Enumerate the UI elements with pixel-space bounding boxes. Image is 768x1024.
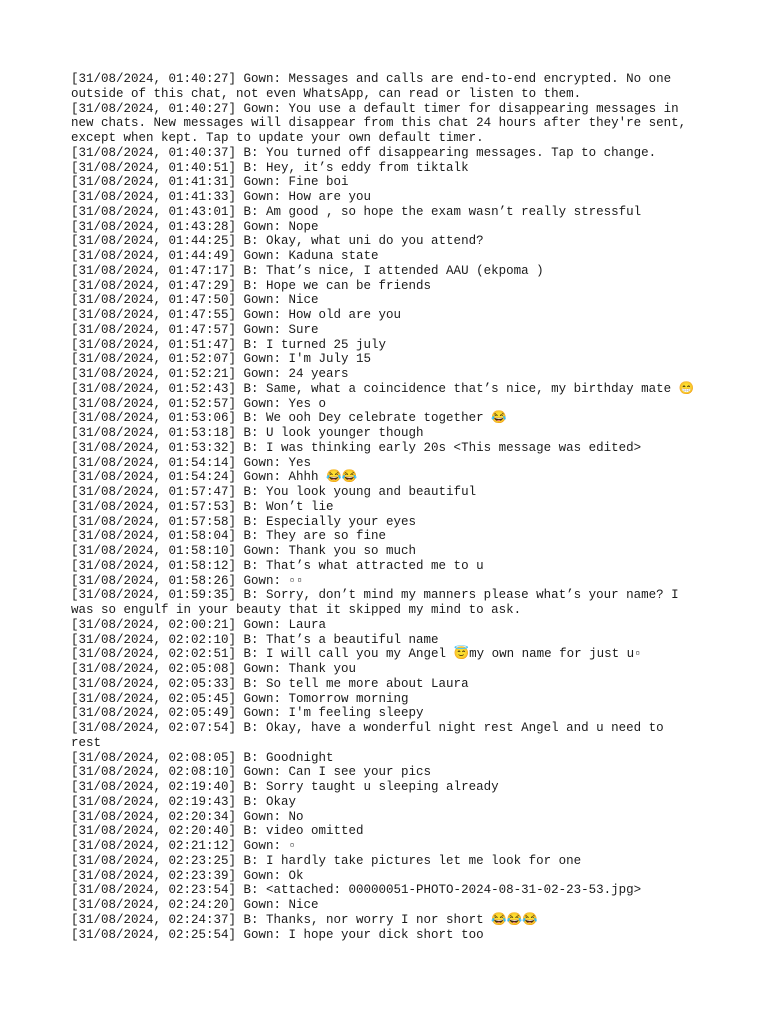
chat-message-line: [31/08/2024, 01:52:21] Gown: 24 years (71, 367, 349, 381)
chat-message-line: [31/08/2024, 01:43:01] B: Am good , so hope the exam wasn’t really stressful (71, 204, 642, 219)
chat-message-line: [31/08/2024, 01:40:51] B: Hey, it’s eddy from tiktalk (71, 160, 469, 175)
chat-message-line: [31/08/2024, 02:24:20] Gown: Nice (71, 898, 319, 912)
chat-message-line: [31/08/2024, 01:58:04] B: They are so fine (71, 529, 387, 544)
chat-message-line: [31/08/2024, 01:57:58] B: Especially your eyes (71, 514, 417, 529)
chat-message-line: [31/08/2024, 02:00:21] Gown: Laura (71, 617, 327, 632)
chat-transcript (71, 72, 699, 942)
chat-message-line: [31/08/2024, 02:24:37] B: Thanks, nor worry I nor short 😂😂😂 (71, 912, 538, 927)
chat-message-line: [31/08/2024, 02:07:54] B: Okay, have a wonderful night rest Angel and u need to rest (71, 721, 672, 750)
chat-message-line: [31/08/2024, 01:47:17] B: That’s nice, I attended AAU (ekpoma ) (71, 263, 544, 278)
chat-message-line: [31/08/2024, 01:57:47] B: You look young and beautiful (71, 485, 477, 499)
chat-message-line: [31/08/2024, 01:47:55] Gown: How old are you (71, 308, 402, 322)
chat-message-line: [31/08/2024, 01:51:47] B: I turned 25 july (71, 337, 387, 352)
chat-message-line: [31/08/2024, 01:52:43] B: Same, what a coincidence that’s nice, my birthday mate 😁 (71, 381, 695, 396)
chat-message-line: [31/08/2024, 01:47:57] Gown: Sure (71, 322, 319, 337)
chat-message-line: [31/08/2024, 02:19:43] B: Okay (71, 794, 297, 809)
chat-message-line: [31/08/2024, 02:21:12] Gown: ▫ (71, 839, 297, 853)
chat-message-line: [31/08/2024, 02:08:05] B: Goodnight (71, 750, 334, 765)
chat-message-line: [31/08/2024, 01:53:06] B: We ooh Dey celebrate together 😂 (71, 411, 507, 426)
chat-message-line: [31/08/2024, 01:47:50] Gown: Nice (71, 293, 319, 308)
chat-message-line: [31/08/2024, 01:53:32] B: I was thinking early 20s <This message was edited> (71, 440, 642, 455)
chat-message-line: [31/08/2024, 01:58:26] Gown: ▫▫ (71, 573, 304, 588)
chat-message-line: [31/08/2024, 02:23:54] B: <attached: 00000051-PHOTO-2024-08-31-02-23-53.jpg> (71, 883, 642, 898)
chat-message-line: [31/08/2024, 01:58:10] Gown: Thank you so much (71, 544, 417, 558)
chat-message-line: [31/08/2024, 01:57:53] B: Won’t lie (71, 499, 334, 514)
chat-message-line: [31/08/2024, 01:54:14] Gown: Yes (71, 455, 312, 470)
chat-message-line: [31/08/2024, 02:25:54] Gown: I hope your dick short too (71, 927, 484, 942)
chat-message-line: [31/08/2024, 01:40:27] Gown: You use a default timer for disappearing messages in new chats. New messages will disappear from this chat 24 hours after they're sent, except when kept. Tap to update your own default timer. (71, 101, 694, 145)
chat-message-line: [31/08/2024, 01:58:12] B: That’s what attracted me to u (71, 558, 484, 573)
chat-message-line: [31/08/2024, 02:05:49] Gown: I'm feeling sleepy (71, 706, 424, 721)
chat-message-line: [31/08/2024, 01:52:07] Gown: I'm July 15 (71, 352, 372, 367)
chat-message-line: [31/08/2024, 02:02:51] B: I will call you my Angel 😇my own name for just u▫ (71, 647, 642, 662)
chat-message-line: [31/08/2024, 02:19:40] B: Sorry taught u sleeping already (71, 780, 499, 794)
chat-message-line: [31/08/2024, 01:41:33] Gown: How are you (71, 190, 372, 204)
chat-message-line: [31/08/2024, 02:02:10] B: That’s a beautiful name (71, 632, 439, 647)
chat-message-line: [31/08/2024, 02:23:39] Gown: Ok (71, 868, 304, 883)
chat-message-line: [31/08/2024, 02:05:33] B: So tell me more about Laura (71, 676, 469, 691)
chat-message-line: [31/08/2024, 02:05:45] Gown: Tomorrow morning (71, 691, 409, 706)
chat-message-line: [31/08/2024, 01:40:27] Gown: Messages and calls are end-to-end encrypted. No one outside of this chat, not even WhatsApp, can read or listen to them. (71, 72, 679, 101)
chat-message-line: [31/08/2024, 01:44:25] B: Okay, what uni do you attend? (71, 234, 484, 249)
chat-message-line: [31/08/2024, 01:54:24] Gown: Ahhh 😂😂 (71, 470, 358, 485)
chat-message-line: [31/08/2024, 02:05:08] Gown: Thank you (71, 662, 357, 676)
chat-message-line: [31/08/2024, 01:47:29] B: Hope we can be friends (71, 278, 432, 293)
chat-message-line: [31/08/2024, 01:53:18] B: U look younger though (71, 426, 424, 440)
chat-message-line: [31/08/2024, 01:52:57] Gown: Yes o (71, 396, 327, 411)
chat-message-line: [31/08/2024, 01:40:37] B: You turned off disappearing messages. Tap to change. (71, 145, 657, 160)
chat-message-line: [31/08/2024, 02:08:10] Gown: Can I see your pics (71, 765, 432, 780)
chat-message-line: [31/08/2024, 01:41:31] Gown: Fine boi (71, 175, 349, 190)
chat-message-line: [31/08/2024, 02:20:34] Gown: No (71, 809, 304, 824)
chat-message-line: [31/08/2024, 01:44:49] Gown: Kaduna state (71, 249, 379, 263)
chat-message-line: [31/08/2024, 01:59:35] B: Sorry, don’t mind my manners please what’s your name? I was so engulf in your beauty that it skipped my mind to ask. (71, 588, 687, 617)
chat-message-line: [31/08/2024, 01:43:28] Gown: Nope (71, 219, 319, 234)
chat-message-line: [31/08/2024, 02:23:25] B: I hardly take pictures let me look for one (71, 853, 582, 868)
chat-message-line: [31/08/2024, 02:20:40] B: video omitted (71, 824, 364, 839)
